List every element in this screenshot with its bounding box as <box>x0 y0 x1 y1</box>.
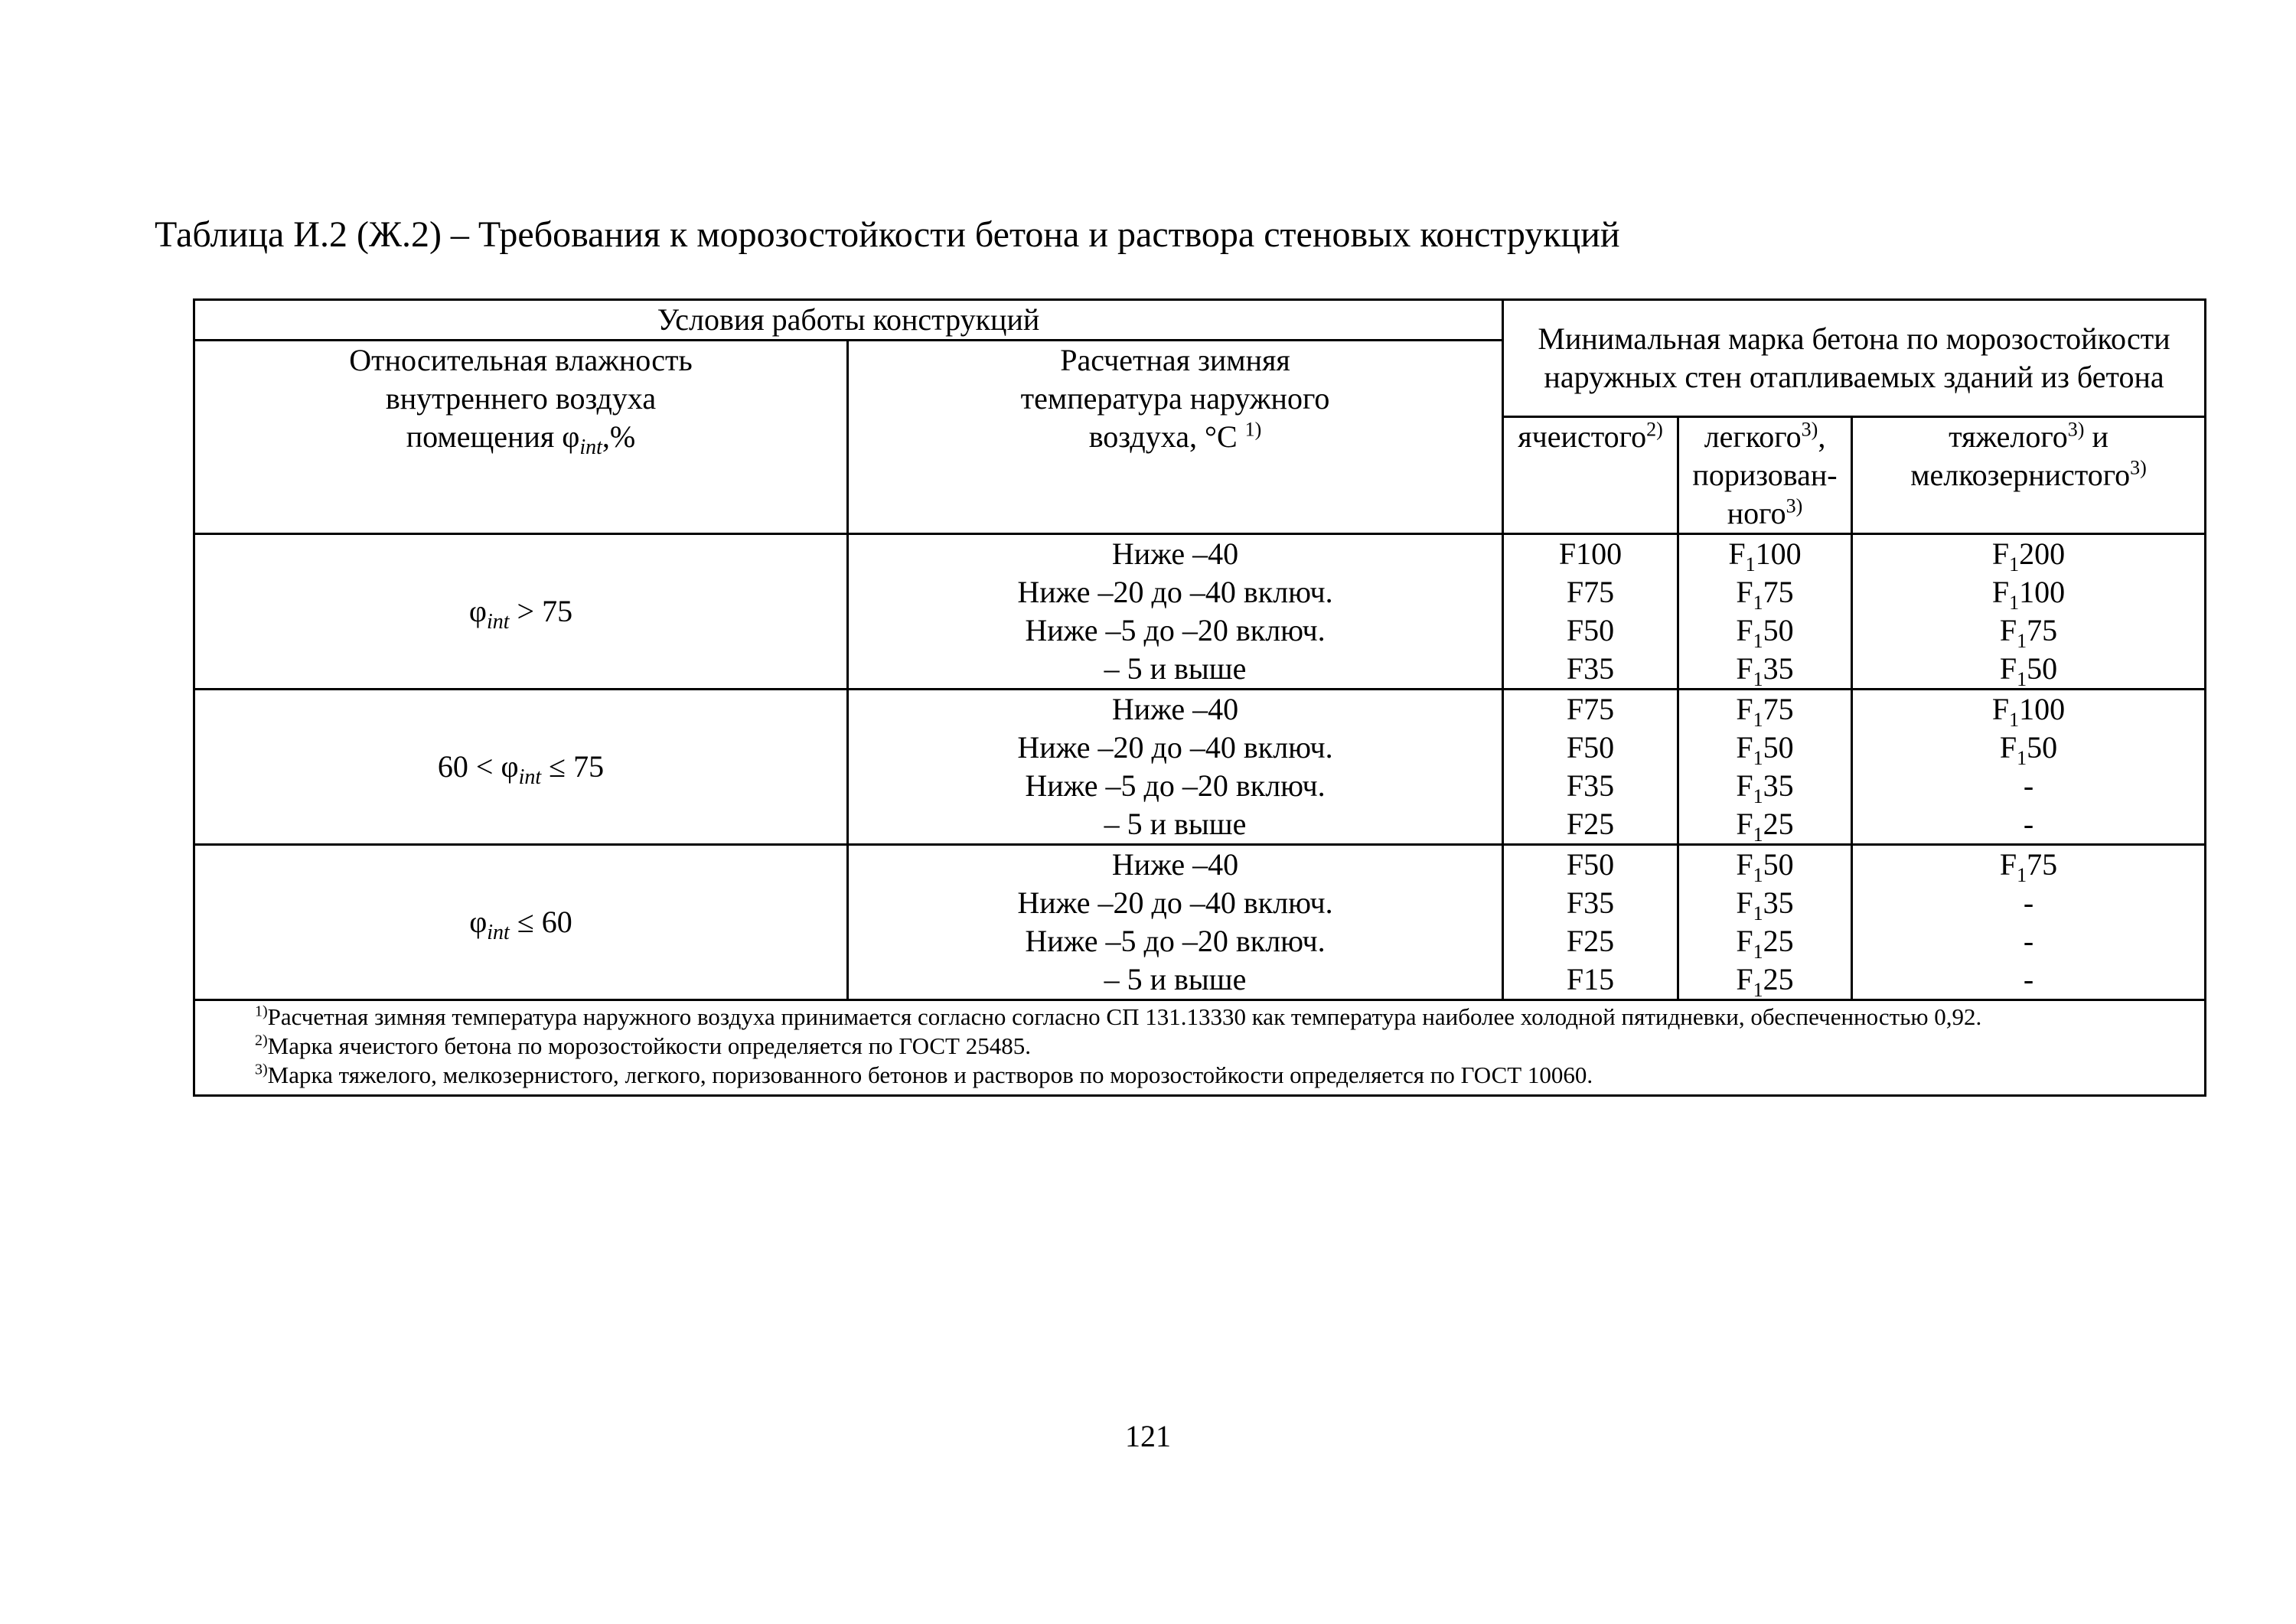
temperature-value: Ниже –5 до –20 включ. <box>1025 924 1326 958</box>
light-grade: $F_1100$ <box>1728 536 1802 576</box>
cellular-grade: F75 <box>1566 575 1615 609</box>
light-grade-list <box>1678 845 1852 1000</box>
humidity-condition: $\varphi_{int} > 75$ <box>194 534 848 690</box>
table-row <box>194 690 2206 845</box>
header-temperature: Расчетная зимняя температура наружного воздуха, °С $^{1)}$ <box>848 341 1503 534</box>
light-grade: $F_125$ <box>1736 924 1794 963</box>
heavy-grade: $F_175$ <box>1999 847 2058 886</box>
temperature-value: – 5 и выше <box>1104 651 1247 686</box>
cellular-grade: F75 <box>1566 692 1615 726</box>
light-grade: $F_125$ <box>1736 807 1794 846</box>
notes-row <box>194 1000 2206 1096</box>
page-number: 121 <box>1125 1419 1171 1453</box>
cellular-grade: F25 <box>1566 924 1615 958</box>
temperature-value: Ниже –40 <box>1111 847 1239 882</box>
heavy-grade: $F_175$ <box>1999 613 2058 652</box>
cellular-grade: F50 <box>1566 730 1615 765</box>
table-title: Таблица И.2 (Ж.2) – Требования к морозостойкости бетона и раствора стеновых конструкций <box>155 214 1620 255</box>
light-grade: $F_135$ <box>1736 651 1794 690</box>
temperature-value: Ниже –20 до –40 включ. <box>1017 575 1333 609</box>
table-row <box>194 534 2206 690</box>
header-humidity: Относительная влажность внутреннего воздуха помещения $\varphi_{int},\%$ <box>194 341 848 534</box>
temperature-list <box>848 534 1503 690</box>
heavy-grade: $F_1100$ <box>1991 575 2066 614</box>
temperature-value: Ниже –40 <box>1111 536 1239 571</box>
heavy-grade: - <box>2023 924 2034 958</box>
cellular-grade: F35 <box>1566 885 1615 920</box>
temperature-value: Ниже –20 до –40 включ. <box>1017 730 1333 765</box>
header-min-grade: Минимальная марка бетона по морозостойкости наружных стен отапливаемых зданий из бетона <box>1503 300 2206 417</box>
humidity-condition: $\varphi_{int} \le 60$ <box>194 845 848 1000</box>
light-grade-list <box>1678 534 1852 690</box>
cellular-grade: F35 <box>1566 651 1615 686</box>
light-grade: $F_135$ <box>1736 768 1794 807</box>
temperature-list <box>848 845 1503 1000</box>
light-grade: $F_175$ <box>1736 575 1794 614</box>
frost-resistance-table <box>193 298 2206 1097</box>
light-grade: $F_175$ <box>1736 692 1794 731</box>
cellular-grade: F35 <box>1566 768 1615 803</box>
temperature-value: – 5 и выше <box>1104 962 1247 996</box>
table-notes <box>194 1000 2206 1096</box>
heavy-grade: - <box>2023 962 2034 996</box>
heavy-grade: $F_150$ <box>1999 730 2058 769</box>
cellular-grade-list <box>1503 534 1678 690</box>
cellular-grade-list <box>1503 845 1678 1000</box>
temperature-list <box>848 690 1503 845</box>
heavy-grade: - <box>2023 768 2034 803</box>
heavy-grade: - <box>2023 885 2034 920</box>
temperature-value: – 5 и выше <box>1104 807 1247 841</box>
cellular-grade-list <box>1503 690 1678 845</box>
light-grade-list <box>1678 690 1852 845</box>
cellular-grade: F100 <box>1558 536 1623 571</box>
table-row <box>194 845 2206 1000</box>
temperature-value: Ниже –20 до –40 включ. <box>1017 885 1333 920</box>
header-light: легкого$^{3)}$, поризован- ного$^{3)}$ <box>1678 417 1852 534</box>
cellular-grade: F15 <box>1566 962 1615 996</box>
cellular-grade: F25 <box>1566 807 1615 841</box>
light-grade: $F_135$ <box>1736 885 1794 925</box>
heavy-grade: - <box>2023 807 2034 841</box>
footnote: $^{2)}$Марка ячеистого бетона по морозостойкости определяется по ГОСТ 25485. <box>255 1032 1031 1059</box>
humidity-condition: $60 < \varphi_{int} \le 75$ <box>194 690 848 845</box>
heavy-grade: $F_150$ <box>1999 651 2058 690</box>
light-grade: $F_150$ <box>1736 847 1794 886</box>
footnote: $^{1)}$Расчетная зимняя температура наружного воздуха принимается согласно согласно СП 131.13330 как температура наиболее холодной пятидневки, обеспеченностью 0,92. <box>255 1003 1982 1030</box>
heavy-grade-list <box>1852 534 2206 690</box>
heavy-grade-list <box>1852 845 2206 1000</box>
heavy-grade-list <box>1852 690 2206 845</box>
header-cellular: ячеистого$^{2)}$ <box>1503 417 1678 534</box>
light-grade: $F_125$ <box>1736 962 1794 1001</box>
light-grade: $F_150$ <box>1736 730 1794 769</box>
temperature-value: Ниже –40 <box>1111 692 1239 726</box>
header-heavy: тяжелого$^{3)}$ и мелкозернистого$^{3)}$ <box>1852 417 2206 534</box>
temperature-value: Ниже –5 до –20 включ. <box>1025 613 1326 647</box>
light-grade: $F_150$ <box>1736 613 1794 652</box>
cellular-grade: F50 <box>1566 847 1615 882</box>
heavy-grade: $F_1200$ <box>1991 536 2066 576</box>
cellular-grade: F50 <box>1566 613 1615 647</box>
header-conditions: Условия работы конструкций <box>194 300 1503 341</box>
footnote: $^{3)}$Марка тяжелого, мелкозернистого, легкого, поризованного бетонов и растворов по морозостойкости определяется по ГОСТ 10060. <box>255 1061 1593 1088</box>
temperature-value: Ниже –5 до –20 включ. <box>1025 768 1326 803</box>
heavy-grade: $F_1100$ <box>1991 692 2066 731</box>
